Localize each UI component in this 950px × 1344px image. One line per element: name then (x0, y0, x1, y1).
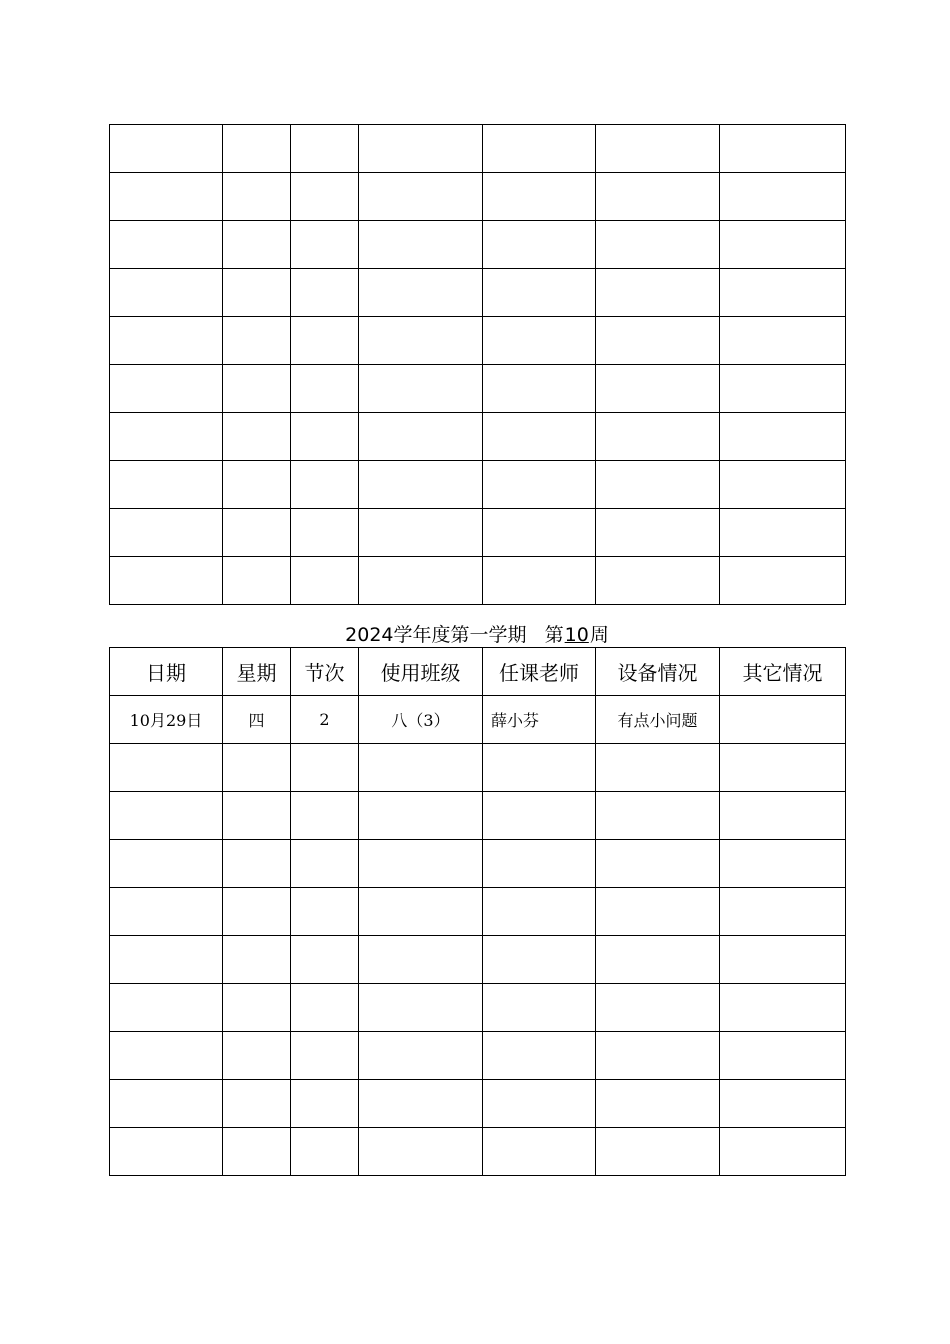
cell-other (720, 365, 846, 413)
cell-teacher (483, 936, 596, 984)
table-row (110, 936, 846, 984)
cell-class (359, 744, 483, 792)
cell-period (291, 840, 359, 888)
cell-weekday (223, 1032, 291, 1080)
cell-teacher (483, 1032, 596, 1080)
week-title (109, 622, 845, 648)
cell-class (359, 125, 483, 173)
cell-class (359, 840, 483, 888)
table-row (110, 317, 846, 365)
cell-period (291, 744, 359, 792)
cell-teacher (483, 269, 596, 317)
header-equipment: 设备情况 (596, 648, 720, 696)
table-header-row (110, 648, 846, 696)
cell-other (720, 936, 846, 984)
table-row (110, 509, 846, 557)
cell-teacher (483, 413, 596, 461)
cell-weekday (223, 984, 291, 1032)
cell-equipment (596, 221, 720, 269)
cell-teacher (483, 984, 596, 1032)
cell-period: 2 (291, 696, 359, 744)
cell-other (720, 557, 846, 605)
cell-teacher (483, 461, 596, 509)
table-row (110, 984, 846, 1032)
cell-date (110, 936, 223, 984)
table-row (110, 125, 846, 173)
cell-date (110, 317, 223, 365)
cell-class (359, 792, 483, 840)
cell-weekday (223, 936, 291, 984)
cell-other (720, 461, 846, 509)
cell-teacher (483, 125, 596, 173)
cell-teacher (483, 1128, 596, 1176)
cell-date (110, 221, 223, 269)
cell-date (110, 365, 223, 413)
cell-date (110, 557, 223, 605)
header-other: 其它情况 (720, 648, 846, 696)
cell-teacher (483, 509, 596, 557)
cell-period (291, 936, 359, 984)
cell-weekday (223, 1080, 291, 1128)
cell-date (110, 461, 223, 509)
cell-other (720, 888, 846, 936)
cell-date (110, 792, 223, 840)
cell-teacher: 薛小芬 (483, 696, 596, 744)
previous-week-table (109, 124, 846, 605)
table-row (110, 221, 846, 269)
cell-other (720, 1032, 846, 1080)
cell-class (359, 365, 483, 413)
header-teacher: 任课老师 (483, 648, 596, 696)
cell-equipment (596, 413, 720, 461)
cell-date (110, 888, 223, 936)
cell-class (359, 888, 483, 936)
cell-class (359, 1128, 483, 1176)
cell-period (291, 1080, 359, 1128)
cell-equipment: 有点小问题 (596, 696, 720, 744)
cell-period (291, 509, 359, 557)
cell-other (720, 1128, 846, 1176)
cell-period (291, 221, 359, 269)
cell-equipment (596, 984, 720, 1032)
table-row (110, 269, 846, 317)
cell-equipment (596, 888, 720, 936)
cell-weekday (223, 365, 291, 413)
cell-period (291, 1032, 359, 1080)
cell-other (720, 984, 846, 1032)
cell-weekday (223, 221, 291, 269)
cell-class (359, 1032, 483, 1080)
cell-period (291, 984, 359, 1032)
table-row (110, 1032, 846, 1080)
cell-class (359, 1080, 483, 1128)
cell-equipment (596, 317, 720, 365)
table-row (110, 413, 846, 461)
cell-date (110, 744, 223, 792)
cell-class (359, 173, 483, 221)
cell-period (291, 557, 359, 605)
table-row (110, 696, 846, 744)
usage-log-table-body (110, 696, 846, 1176)
cell-period (291, 125, 359, 173)
cell-weekday (223, 413, 291, 461)
cell-equipment (596, 1080, 720, 1128)
cell-date (110, 173, 223, 221)
table-row (110, 792, 846, 840)
cell-other (720, 413, 846, 461)
cell-equipment (596, 936, 720, 984)
cell-period (291, 461, 359, 509)
cell-equipment (596, 269, 720, 317)
cell-equipment (596, 365, 720, 413)
table-row (110, 557, 846, 605)
cell-weekday (223, 269, 291, 317)
cell-weekday (223, 744, 291, 792)
cell-period (291, 1128, 359, 1176)
header-class: 使用班级 (359, 648, 483, 696)
cell-other (720, 1080, 846, 1128)
table-row (110, 840, 846, 888)
cell-weekday (223, 125, 291, 173)
cell-date (110, 269, 223, 317)
header-period: 节次 (291, 648, 359, 696)
cell-weekday (223, 557, 291, 605)
cell-date (110, 509, 223, 557)
cell-period (291, 792, 359, 840)
cell-class (359, 413, 483, 461)
cell-date (110, 1128, 223, 1176)
cell-teacher (483, 557, 596, 605)
cell-other (720, 125, 846, 173)
cell-period (291, 365, 359, 413)
cell-class (359, 557, 483, 605)
cell-weekday (223, 888, 291, 936)
cell-other (720, 840, 846, 888)
header-weekday: 星期 (223, 648, 291, 696)
table-row (110, 1128, 846, 1176)
cell-date (110, 125, 223, 173)
cell-teacher (483, 173, 596, 221)
cell-date (110, 1032, 223, 1080)
cell-teacher (483, 840, 596, 888)
cell-other (720, 744, 846, 792)
cell-equipment (596, 792, 720, 840)
cell-weekday (223, 509, 291, 557)
cell-period (291, 317, 359, 365)
cell-equipment (596, 125, 720, 173)
cell-equipment (596, 173, 720, 221)
cell-weekday: 四 (223, 696, 291, 744)
semester-label: 2024学年度第一学期 (345, 624, 527, 646)
cell-equipment (596, 1032, 720, 1080)
cell-period (291, 173, 359, 221)
cell-equipment (596, 461, 720, 509)
cell-teacher (483, 365, 596, 413)
cell-other (720, 509, 846, 557)
cell-equipment (596, 509, 720, 557)
cell-equipment (596, 557, 720, 605)
cell-class (359, 509, 483, 557)
week-number: 10 (564, 624, 589, 646)
cell-equipment (596, 1128, 720, 1176)
cell-period (291, 888, 359, 936)
cell-class (359, 461, 483, 509)
cell-class (359, 936, 483, 984)
cell-date (110, 840, 223, 888)
cell-weekday (223, 317, 291, 365)
cell-date (110, 1080, 223, 1128)
cell-period (291, 269, 359, 317)
cell-other (720, 173, 846, 221)
week-prefix: 第 (544, 624, 564, 646)
cell-weekday (223, 840, 291, 888)
cell-weekday (223, 792, 291, 840)
header-date: 日期 (110, 648, 223, 696)
previous-week-table-body (110, 125, 846, 605)
cell-other (720, 317, 846, 365)
week-suffix: 周 (589, 624, 609, 646)
cell-class (359, 317, 483, 365)
cell-class (359, 269, 483, 317)
cell-other (720, 269, 846, 317)
cell-class (359, 984, 483, 1032)
cell-class: 八（3） (359, 696, 483, 744)
cell-equipment (596, 744, 720, 792)
cell-teacher (483, 317, 596, 365)
cell-class (359, 221, 483, 269)
cell-teacher (483, 744, 596, 792)
table-row (110, 365, 846, 413)
cell-weekday (223, 461, 291, 509)
table-row (110, 461, 846, 509)
table-row (110, 173, 846, 221)
cell-teacher (483, 221, 596, 269)
table-row (110, 888, 846, 936)
cell-teacher (483, 1080, 596, 1128)
cell-teacher (483, 792, 596, 840)
cell-other (720, 696, 846, 744)
cell-equipment (596, 840, 720, 888)
cell-other (720, 792, 846, 840)
cell-weekday (223, 173, 291, 221)
cell-period (291, 413, 359, 461)
usage-log-table (109, 647, 846, 1176)
cell-weekday (223, 1128, 291, 1176)
cell-date: 10月29日 (110, 696, 223, 744)
table-row (110, 1080, 846, 1128)
cell-other (720, 221, 846, 269)
cell-date (110, 984, 223, 1032)
table-row (110, 744, 846, 792)
cell-teacher (483, 888, 596, 936)
cell-date (110, 413, 223, 461)
